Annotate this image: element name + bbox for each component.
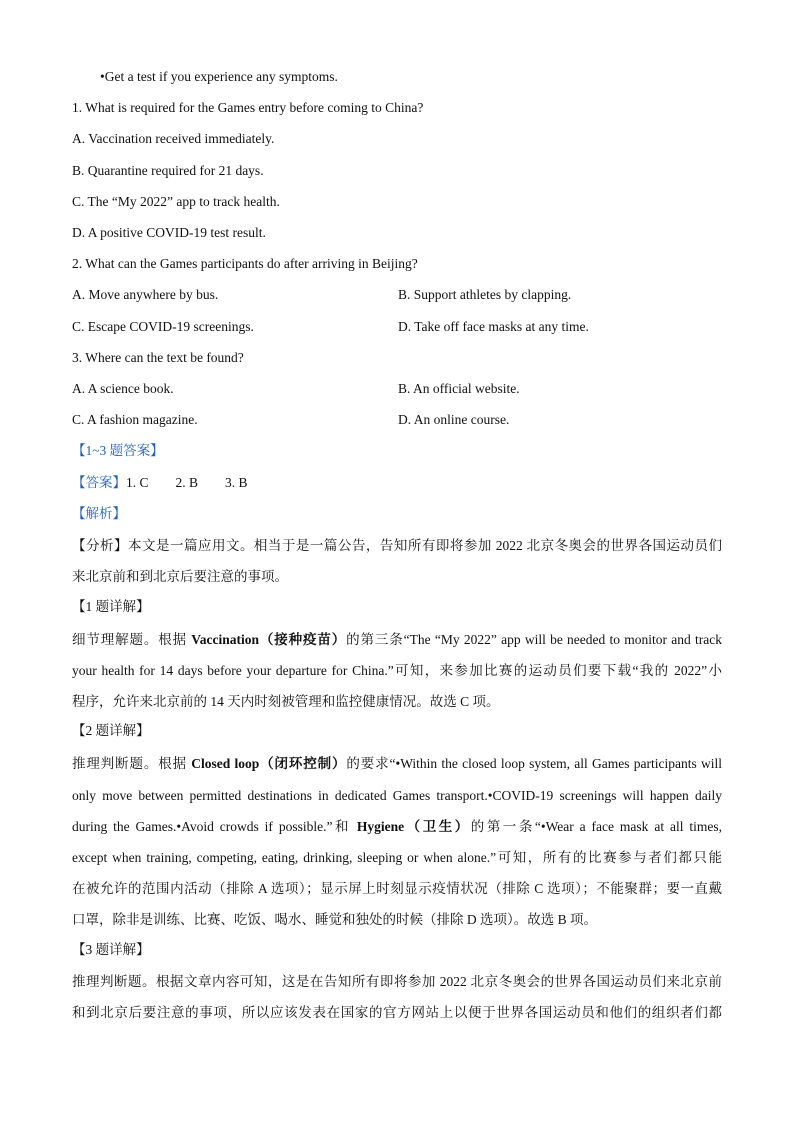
analysis-intro-line-1 xyxy=(72,530,722,561)
q2-detail-line-6: 口罩，除非是训练、比赛、吃饭、喝水、睡觉和独处的时候（排除 D 选项）。故选 B 项。 xyxy=(72,912,598,927)
question-1-stem: 1. What is required for the Games entry before coming to China? xyxy=(72,100,424,115)
q1-text-a: 细节理解题。根据 xyxy=(72,632,192,647)
question-3-option-a: A. A science book. xyxy=(72,381,174,396)
q3-detail-header: 【3 题详解】 xyxy=(72,942,150,957)
q2-detail-line-3 xyxy=(72,811,722,842)
question-2-option-b: B. Support athletes by clapping. xyxy=(398,287,572,302)
question-2-option-d: D. Take off face masks at any time. xyxy=(398,319,589,334)
q1-heading-vaccination: Vaccination（接种疫苗） xyxy=(191,632,347,647)
question-1-option-b: B. Quarantine required for 21 days. xyxy=(72,163,264,178)
q1-detail-line-3: 程序，允许来北京前的 14 天内时刻被管理和监控健康情况。故选 C 项。 xyxy=(72,694,500,709)
answer-line xyxy=(72,474,248,492)
q2-detail-line-5: 在被允许的范围内活动（排除 A 选项）；显示屏上时刻显示疫情状况（排除 C 选项）；不能聚群；要一直戴 xyxy=(72,881,722,896)
question-2-option-a: A. Move anywhere by bus. xyxy=(72,287,219,302)
answer-section-header: 【1~3 题答案】 xyxy=(72,443,164,458)
q2-text-c: during the Games.•Avoid crowds if possible.”和 xyxy=(72,819,357,834)
question-3-option-b: B. An official website. xyxy=(398,381,520,396)
q2-text-d: 的第一条“•Wear a face mask at all times, xyxy=(470,819,722,834)
answer-label: 【答案】 xyxy=(72,475,126,490)
q2-text-a: 推理判断题。根据 xyxy=(72,756,192,771)
question-1-option-d: D. A positive COVID-19 test result. xyxy=(72,225,266,240)
q1-text-b: 的第三条“The “My 2022” app will be needed to monitor and track xyxy=(346,632,723,647)
q1-detail-line-1 xyxy=(72,624,722,655)
question-1-option-a: A. Vaccination received immediately. xyxy=(72,131,275,146)
analysis-intro-label: 【分析】 xyxy=(72,538,128,553)
q1-detail-header: 【1 题详解】 xyxy=(72,599,150,614)
q2-heading-closed-loop: Closed loop（闭环控制） xyxy=(191,756,347,771)
question-3-option-d: D. An online course. xyxy=(398,412,510,427)
question-2-stem: 2. What can the Games participants do after arriving in Beijing? xyxy=(72,256,418,271)
q3-detail-line-2: 和到北京后要注意的事项，所以应该发表在国家的官方网站上以便于世界各国运动员和他们的组织者们都 xyxy=(72,1005,722,1020)
q2-heading-hygiene: Hygiene（卫生） xyxy=(356,819,471,834)
analysis-intro-line-2: 来北京前和到北京后要注意的事项。 xyxy=(72,569,288,584)
q2-detail-line-4: except when training, competing, eating, drinking, sleeping or when alone.”可知，所有的比赛参与者们都只能 xyxy=(72,850,722,865)
question-3-stem: 3. Where can the text be found? xyxy=(72,350,244,365)
analysis-label: 【解析】 xyxy=(72,506,126,521)
answer-values: 1. C 2. B 3. B xyxy=(126,475,248,490)
q3-detail-line-1: 推理判断题。根据文章内容可知，这是在告知所有即将参加 2022 北京冬奥会的世界各国运动员们来北京前 xyxy=(72,974,722,989)
analysis-intro-text: 本文是一篇应用文。相当于是一篇公告，告知所有即将参加 2022 北京冬奥会的世界各国运动员们 xyxy=(127,538,723,553)
q2-text-b: 的要求“•Within the closed loop system, all Games participants will xyxy=(346,756,722,771)
q2-detail-line-1 xyxy=(72,748,722,779)
q1-detail-line-2: your health for 14 days before your departure for China.”可知，来参加比赛的运动员们要下载“我的 2022”小 xyxy=(72,663,722,678)
question-3-option-c: C. A fashion magazine. xyxy=(72,412,198,427)
q2-detail-header: 【2 题详解】 xyxy=(72,723,150,738)
question-1-option-c: C. The “My 2022” app to track health. xyxy=(72,194,280,209)
question-2-option-c: C. Escape COVID-19 screenings. xyxy=(72,319,254,334)
bullet-symptoms: •Get a test if you experience any symptoms. xyxy=(100,69,338,84)
q2-detail-line-2: only move between permitted destinations in dedicated Games transport.•COVID-19 screenings will happen daily xyxy=(72,788,722,803)
